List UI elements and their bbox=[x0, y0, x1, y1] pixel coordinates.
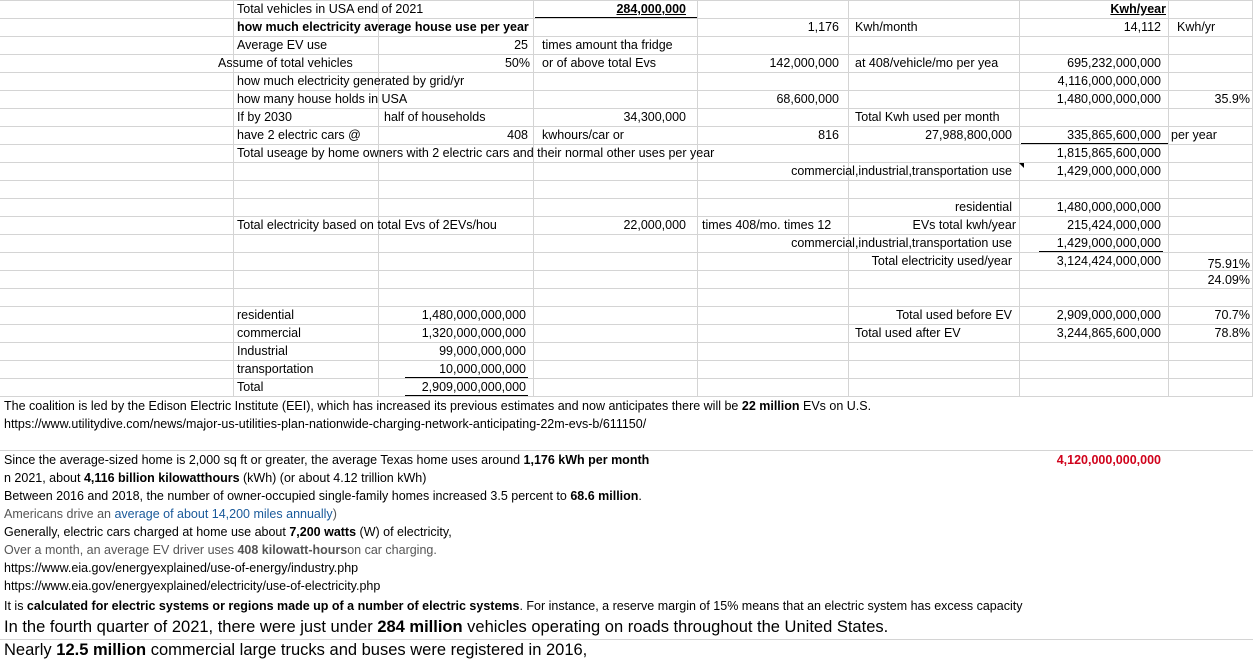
note-homes[interactable] bbox=[0, 487, 1253, 505]
url-text: https://www.eia.gov/energyexplained/electricity/use-of-electricity.php bbox=[4, 579, 381, 593]
cell-kwh-month-label[interactable]: Total Kwh used per month bbox=[855, 110, 1000, 124]
note-eia-electricity-url[interactable] bbox=[0, 577, 1253, 595]
note-text: on car charging. bbox=[347, 543, 437, 557]
note-text: (W) of electricity, bbox=[356, 525, 452, 539]
cell-sector-commercial-value[interactable]: 1,320,000,000,000 bbox=[421, 326, 526, 340]
note-text: Nearly bbox=[4, 641, 57, 659]
cell-ev-pct[interactable]: 24.09% bbox=[1207, 273, 1250, 287]
cell-kwh-year-header[interactable]: Kwh/year bbox=[1110, 2, 1166, 16]
cell-house-yearly[interactable]: 14,112 bbox=[1123, 20, 1161, 34]
cell-kwh-yr-unit[interactable]: Kwh/yr bbox=[1177, 20, 1216, 34]
url-text: https://www.eia.gov/energyexplained/use-of-energy/industry.php bbox=[4, 561, 359, 575]
cell-sector-commercial[interactable]: commercial bbox=[237, 326, 301, 340]
cell-residential-value[interactable]: 1,480,000,000,000 bbox=[1056, 200, 1161, 214]
cell-before-ev-value[interactable]: 2,909,000,000,000 bbox=[1056, 308, 1161, 322]
cell-ev-use-label[interactable]: Average EV use bbox=[237, 38, 328, 52]
cell-sector-residential[interactable]: residential bbox=[237, 308, 294, 322]
note-bold: 68.6 million bbox=[570, 489, 639, 503]
cell-2cars-label[interactable]: have 2 electric cars @ bbox=[237, 128, 361, 142]
cell-assume-pct[interactable]: 50% bbox=[504, 56, 530, 70]
cell-evs-label[interactable]: Total electricity based on total Evs of 2EVs/hou bbox=[237, 218, 497, 232]
cell-households-label[interactable]: how many house holds in USA bbox=[237, 92, 408, 106]
cell-rate-unit[interactable]: kwhours/car or bbox=[542, 128, 624, 142]
note-watts[interactable] bbox=[0, 523, 1253, 541]
cell-house-monthly[interactable]: 1,176 bbox=[807, 20, 839, 34]
note-bold: 12.5 million bbox=[56, 641, 147, 659]
cell-residential-label[interactable]: residential bbox=[955, 200, 1012, 214]
cell-rate-note[interactable]: at 408/vehicle/mo per yea bbox=[855, 56, 999, 70]
cell-total-pct[interactable]: 75.91% bbox=[1207, 257, 1250, 271]
note-utilitydive-url[interactable] bbox=[0, 415, 1253, 433]
cell-fridge-note[interactable]: times amount tha fridge bbox=[542, 38, 673, 52]
cell-after-ev-pct[interactable]: 78.8% bbox=[1214, 326, 1250, 340]
cell-total-vehicles-label[interactable]: Total vehicles in USA end of 2021 bbox=[237, 2, 424, 16]
note-text: commercial large trucks and buses were registered in 2016, bbox=[146, 641, 588, 659]
cell-rate-value[interactable]: 408 bbox=[507, 128, 528, 142]
cell-assume-note[interactable]: or of above total Evs bbox=[542, 56, 656, 70]
cell-sector-total-value[interactable]: 2,909,000,000,000 bbox=[421, 380, 526, 394]
note-text: ) bbox=[332, 507, 337, 521]
note-bold: 7,200 watts bbox=[289, 525, 357, 539]
cell-before-ev-pct[interactable]: 70.7% bbox=[1214, 308, 1250, 322]
note-text: In the fourth quarter of 2021, there were just under bbox=[4, 618, 378, 636]
note-eia-industry-url[interactable] bbox=[0, 559, 1253, 577]
cell-sector-total[interactable]: Total bbox=[237, 380, 264, 394]
cell-ev-total-kwh[interactable]: 695,232,000,000 bbox=[1067, 56, 1161, 70]
cell-sector-industrial-value[interactable]: 99,000,000,000 bbox=[439, 344, 526, 358]
cell-evs-note[interactable]: times 408/mo. times 12 bbox=[702, 218, 832, 232]
cell-after-ev-label[interactable]: Total used after EV bbox=[855, 326, 961, 340]
note-text: n 2021, about bbox=[4, 471, 84, 485]
cell-grid-total[interactable]: 4,116,000,000,000 bbox=[1057, 74, 1161, 88]
cell-total-used-label[interactable]: Total electricity used/year bbox=[871, 254, 1012, 268]
cell-residential-total[interactable]: 1,480,000,000,000 bbox=[1056, 92, 1161, 106]
cell-commercial-total-2[interactable]: 1,429,000,000,000 bbox=[1056, 236, 1161, 250]
cell-total-used[interactable]: 3,124,424,000,000 bbox=[1056, 254, 1161, 268]
cell-evs-total[interactable]: 215,424,000,000 bbox=[1067, 218, 1161, 232]
cell-assume-label[interactable]: Assume of total vehicles bbox=[218, 56, 353, 70]
cell-evs-count[interactable]: 22,000,000 bbox=[623, 218, 686, 232]
miles-link[interactable]: average of about 14,200 miles annually bbox=[114, 507, 333, 521]
cell-per-year[interactable]: per year bbox=[1171, 128, 1217, 142]
cell-2030-label[interactable]: If by 2030 bbox=[237, 110, 292, 124]
cell-monthly-kwh[interactable]: 27,988,800,000 bbox=[925, 128, 1012, 142]
cell-commercial-label-2[interactable]: commercial,industrial,transportation use bbox=[791, 236, 1012, 250]
cell-house-use-label[interactable]: how much electricity average house use per year bbox=[237, 20, 529, 34]
note-text: Over a month, an average EV driver uses bbox=[4, 543, 238, 557]
cell-usage-total[interactable]: 1,815,865,600,000 bbox=[1056, 146, 1161, 160]
cell-ev-count[interactable]: 142,000,000 bbox=[769, 56, 839, 70]
note-2021-kwh[interactable] bbox=[0, 469, 1253, 487]
cell-residential-pct[interactable]: 35.9% bbox=[1214, 92, 1250, 106]
note-text: (kWh) (or about 4.12 trillion kWh) bbox=[239, 471, 427, 485]
cell-after-ev-value[interactable]: 3,244,865,600,000 bbox=[1056, 326, 1161, 340]
note-trucks[interactable] bbox=[0, 639, 1253, 661]
underline bbox=[535, 17, 697, 18]
cell-double-rate[interactable]: 816 bbox=[818, 128, 839, 142]
cell-sector-residential-value[interactable]: 1,480,000,000,000 bbox=[421, 308, 526, 322]
note-284-million[interactable] bbox=[0, 617, 1253, 638]
cell-half-value[interactable]: 34,300,000 bbox=[623, 110, 686, 124]
note-text: Americans drive an bbox=[4, 507, 115, 521]
url-text: https://www.utilitydive.com/news/major-us-utilities-plan-nationwide-charging-network-anticipating-22m-evs-b/611150/ bbox=[4, 417, 647, 431]
cell-evs-total-label[interactable]: EVs total kwh/year bbox=[912, 218, 1016, 232]
note-text: EVs on U.S. bbox=[799, 399, 872, 413]
cell-ev-use-value[interactable]: 25 bbox=[514, 38, 528, 52]
cell-before-ev-label[interactable]: Total used before EV bbox=[895, 308, 1012, 322]
underline bbox=[405, 395, 528, 396]
note-miles[interactable] bbox=[0, 505, 1253, 523]
note-text: Between 2016 and 2018, the number of owner-occupied single-family homes increased 3.5 percent to bbox=[4, 489, 571, 503]
note-text: . For instance, a reserve margin of 15% means that an electric system has excess capacity bbox=[519, 599, 1023, 613]
cell-red-total[interactable]: 4,120,000,000,000 bbox=[1056, 453, 1161, 467]
cell-commercial-label[interactable]: commercial,industrial,transportation use bbox=[791, 164, 1012, 178]
cell-total-vehicles-value[interactable]: 284,000,000 bbox=[616, 2, 686, 16]
note-ev-driver[interactable] bbox=[0, 541, 1253, 559]
note-bold: 4,116 billion kilowatthours bbox=[83, 471, 240, 485]
note-text: . bbox=[638, 489, 642, 503]
note-reserve-margin[interactable] bbox=[0, 597, 1253, 615]
cell-grid-label[interactable]: how much electricity generated by grid/yr bbox=[237, 74, 465, 88]
note-text: The coalition is led by the Edison Electric Institute (EEI), which has increased its previous estimates and now anticipates there will be bbox=[4, 399, 742, 413]
note-text: It is bbox=[4, 599, 27, 613]
cell-sector-transportation-value[interactable]: 10,000,000,000 bbox=[439, 362, 526, 376]
cell-sector-industrial[interactable]: Industrial bbox=[237, 344, 288, 358]
note-text: Since the average-sized home is 2,000 sq ft or greater, the average Texas home uses around bbox=[4, 453, 524, 467]
note-bold: 408 kilowatt-hours bbox=[237, 543, 348, 557]
note-bold: 1,176 kWh per month bbox=[523, 453, 650, 467]
cell-households-value[interactable]: 68,600,000 bbox=[776, 92, 839, 106]
note-text: Generally, electric cars charged at home use about bbox=[4, 525, 290, 539]
note-bold: 284 million bbox=[377, 618, 463, 636]
note-eei[interactable] bbox=[0, 397, 1253, 415]
cell-sector-transportation[interactable]: transportation bbox=[237, 362, 314, 376]
note-text: vehicles operating on roads throughout the United States. bbox=[462, 618, 889, 636]
cell-half-households[interactable]: half of households bbox=[384, 110, 486, 124]
note-bold: calculated for electric systems or regions made up of a number of electric systems bbox=[26, 599, 520, 613]
cell-commercial-total[interactable]: 1,429,000,000,000 bbox=[1056, 164, 1161, 178]
cell-yearly-kwh[interactable]: 335,865,600,000 bbox=[1067, 128, 1161, 142]
note-bold: 22 million bbox=[741, 399, 800, 413]
cell-usage-label[interactable]: Total useage by home owners with 2 electric cars and their normal other uses per year bbox=[237, 146, 715, 160]
cell-kwh-month-unit[interactable]: Kwh/month bbox=[855, 20, 918, 34]
